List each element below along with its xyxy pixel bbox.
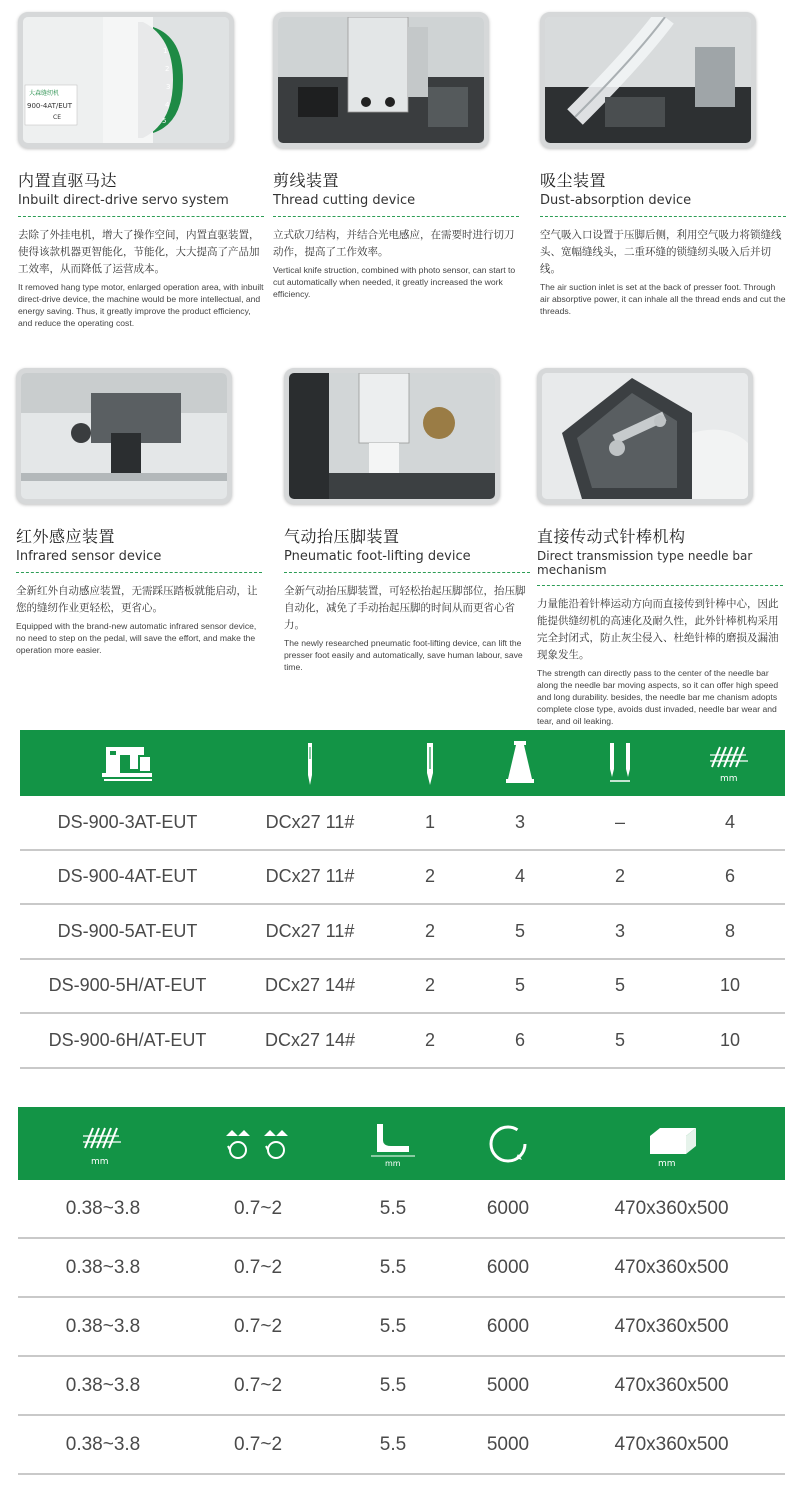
- feature-title-cn: 剪线装置: [273, 171, 340, 190]
- thread-cutting-image: [278, 17, 484, 143]
- table-cell: 470x360x500: [614, 1433, 729, 1455]
- max-speed-icon: [458, 1107, 558, 1180]
- servo-motor-photo: [18, 12, 234, 148]
- table-cell: DS-900-5H/AT-EUT: [48, 975, 207, 996]
- table-cell: 6000: [486, 1315, 530, 1337]
- unit-mm: mm: [720, 774, 738, 784]
- table-cell: 0.38~3.8: [65, 1197, 141, 1219]
- table-row: [18, 1416, 785, 1475]
- feature-thread-cutting: [273, 12, 519, 300]
- table-cell: 0.7~2: [233, 1315, 283, 1337]
- dust-absorption-photo: [540, 12, 756, 148]
- table-cell: 2: [424, 866, 435, 887]
- feature-title-cn: 内置直驱马达: [18, 171, 118, 190]
- table-cell: 5.5: [379, 1374, 407, 1396]
- table-cell: 5: [614, 1029, 625, 1050]
- table-row: [20, 851, 785, 906]
- table-cell: 3: [514, 811, 525, 832]
- table-cell: DS-900-5AT-EUT: [57, 920, 198, 941]
- dial-mark-1: 1: [163, 47, 168, 55]
- package-size-icon: [558, 1107, 785, 1180]
- table-cell: 10: [719, 1029, 741, 1050]
- feature-desc-en: Equipped with the brand-new automatic infrared sensor device, no need to step on the pedal, will save the effort, and make the operation more easier.: [16, 621, 257, 655]
- table-cell: 0.38~3.8: [65, 1374, 141, 1396]
- table-cell: 4: [724, 811, 735, 832]
- table-cell: 0.38~3.8: [65, 1256, 141, 1278]
- table-cell: 470x360x500: [614, 1315, 729, 1337]
- spec-table-1-header: [20, 730, 785, 796]
- table-cell: 6000: [486, 1256, 530, 1278]
- table-cell: DCx27 11#: [265, 811, 355, 832]
- needle-count-icon: [385, 730, 475, 796]
- infrared-sensor-image: [21, 373, 227, 499]
- table-cell: 6000: [486, 1197, 530, 1219]
- dial-mark-4: 4: [165, 101, 170, 109]
- label-brand: 大森缝纫机: [29, 90, 60, 97]
- unit-mm: mm: [657, 1158, 676, 1168]
- feature-servo-motor: [18, 12, 264, 329]
- table-cell: 2: [614, 866, 625, 887]
- stitch-length-icon: [18, 1107, 188, 1180]
- dial-mark-2: 2: [165, 65, 170, 73]
- table-cell: 5: [614, 975, 625, 996]
- spec-table-1-body: [20, 796, 785, 1069]
- feature-desc-cn: 立式砍刀结构，并结合光电感应，在需要时进行切刀动作，提高了工作效率。: [273, 229, 515, 258]
- feature-desc-cn: 去除了外挂电机，增大了操作空间，内置直驱装置，使得该款机器更智能化，节能化，大大提高了产品加工效率，从而降低了运营成本。: [18, 229, 260, 275]
- table-cell: DCx27 11#: [265, 920, 355, 941]
- dashed-divider: [537, 585, 783, 586]
- table-row: [20, 796, 785, 851]
- table-row: [18, 1239, 785, 1298]
- dust-absorption-image: [545, 17, 751, 143]
- feature-title-en: Thread cutting device: [273, 193, 416, 208]
- feature-title-en: Inbuilt direct-drive servo system: [18, 193, 229, 208]
- feature-desc-cn: 空气吸入口设置于压脚后侧，利用空气吸力将锁缝线头、宽幅缝线头，二重环缝的锁缝纫头吸入后并切线。: [540, 229, 782, 275]
- table-cell: DS-900-3AT-EUT: [57, 811, 198, 832]
- feature-dust-absorption: [540, 12, 786, 317]
- feature-desc-cn: 全新气动抬压脚装置，可轻松抬起压脚部位，抬压脚自动化，减免了手动抬起压脚的时间从而更省心省力。: [284, 585, 526, 631]
- table-cell: 5000: [486, 1433, 530, 1455]
- table-cell: DS-900-4AT-EUT: [57, 866, 198, 887]
- table-cell: 0.38~3.8: [65, 1315, 141, 1337]
- table-cell: 5.5: [379, 1433, 407, 1455]
- feature-title-en: Infrared sensor device: [16, 549, 162, 564]
- feature-title-cn: 直接传动式针棒机构: [537, 527, 686, 546]
- table-cell: 470x360x500: [614, 1256, 729, 1278]
- infrared-sensor-photo: [16, 368, 232, 504]
- table-row: [20, 905, 785, 960]
- feature-desc-en: The strength can directly pass to the center of the needle bar along the needle bar moving aspects, so it can offer high speed and long durability. besides, the needle bar me chanism adopts complete close type, avoids dust invaded, needle bar wear and tear, and oil leaking.: [537, 668, 779, 726]
- table-cell: –: [614, 811, 625, 832]
- spec-table-2-body: [18, 1180, 785, 1475]
- needle-bar-image: [542, 373, 748, 499]
- machine-model-icon: [20, 730, 235, 796]
- feature-desc-cn: 全新红外自动感应装置，无需踩压踏板就能启动，让您的缝纫作业更轻松，更省心。: [16, 585, 258, 614]
- feature-title-cn: 吸尘装置: [540, 171, 607, 190]
- table-cell: 10: [719, 975, 741, 996]
- label-model: 900-4AT/EUT: [27, 102, 73, 110]
- feature-desc-en: Vertical knife struction, combined with photo sensor, can start to cut automatically when needed, it greatly increased the work efficiency.: [273, 265, 516, 299]
- feature-title-cn: 红外感应装置: [16, 527, 116, 546]
- feature-infrared-sensor: [16, 368, 262, 656]
- table-cell: 8: [724, 920, 735, 941]
- table-cell: 1: [424, 811, 435, 832]
- servo-motor-image: [23, 17, 229, 143]
- table-row: [18, 1357, 785, 1416]
- feature-pneumatic-foot-lifting: [284, 368, 530, 673]
- dashed-divider: [16, 572, 262, 573]
- table-row: [18, 1180, 785, 1239]
- table-row: [20, 960, 785, 1015]
- dashed-divider: [273, 216, 519, 217]
- table-cell: 0.7~2: [233, 1433, 283, 1455]
- table-cell: 5.5: [379, 1315, 407, 1337]
- table-cell: DCx27 11#: [265, 866, 355, 887]
- table-cell: 5.5: [379, 1197, 407, 1219]
- table-cell: 470x360x500: [614, 1374, 729, 1396]
- table-cell: 6: [514, 1029, 525, 1050]
- table-cell: 0.38~3.8: [65, 1433, 141, 1455]
- differential-feed-icon: [188, 1107, 328, 1180]
- table-cell: DCx27 14#: [264, 975, 356, 996]
- table-cell: 0.7~2: [233, 1197, 283, 1219]
- thread-count-icon: [475, 730, 565, 796]
- needle-gauge-icon: [565, 730, 675, 796]
- feature-desc-cn: 力量能沿着针棒运动方向而直接传到针棒中心，因此能提供缝纫机的高速化及耐久性，此外针棒机构采用完全封闭式，防止灰尘侵入、杜绝针棒的磨损及漏油现象发生。: [537, 598, 779, 661]
- table-cell: DS-900-6H/AT-EUT: [48, 1029, 207, 1050]
- dial-mark-5: 5: [162, 117, 167, 125]
- pneumatic-foot-image: [289, 373, 495, 499]
- needle-type-icon: [235, 730, 385, 796]
- table-cell: 470x360x500: [614, 1197, 729, 1219]
- thread-cutting-photo: [273, 12, 489, 148]
- pneumatic-foot-photo: [284, 368, 500, 504]
- table-cell: 5: [514, 975, 525, 996]
- feature-needle-bar-mechanism: [537, 368, 800, 727]
- feature-desc-en: The air suction inlet is set at the back of presser foot. Through air absorptive power, it can inhale all the thread ends and cut the threads.: [540, 282, 786, 316]
- table-cell: 3: [614, 920, 625, 941]
- feature-desc-en: The newly researched pneumatic foot-lifting device, can lift the presser foot easily and automatically, save human labour, save time.: [284, 638, 523, 672]
- unit-mm: mm: [91, 1156, 109, 1167]
- spec-table-2-header: [18, 1107, 785, 1180]
- table-cell: 5.5: [379, 1256, 407, 1278]
- table-cell: 0.7~2: [233, 1256, 283, 1278]
- unit-mm: mm: [385, 1158, 401, 1168]
- table-row: [20, 1014, 785, 1069]
- spec-table-models: [20, 730, 785, 1069]
- label-ce: CE: [53, 114, 61, 121]
- needle-bar-photo: [537, 368, 753, 504]
- table-cell: 0.7~2: [233, 1374, 283, 1396]
- presser-foot-lift-icon: [328, 1107, 458, 1180]
- dashed-divider: [18, 216, 264, 217]
- dial-mark-3: 3: [166, 83, 171, 91]
- table-cell: DCx27 14#: [264, 1029, 356, 1050]
- table-row: [18, 1298, 785, 1357]
- table-cell: 5: [514, 920, 525, 941]
- feature-title-cn: 气动抬压脚装置: [284, 527, 400, 546]
- table-cell: 6: [724, 866, 735, 887]
- feature-desc-en: It removed hang type motor, enlarged operation area, with inbuilt direct-drive device, the machine would be more intellectual, and energy saving. Thus, it greatly improve the product efficiency, and reduce the operating cost.: [18, 282, 264, 328]
- dashed-divider: [540, 216, 786, 217]
- overedge-width-icon: [675, 730, 785, 796]
- table-cell: 4: [514, 866, 525, 887]
- dashed-divider: [284, 572, 530, 573]
- feature-title-en: Direct transmission type needle bar mechanism: [537, 549, 753, 577]
- spec-table-parameters: [18, 1107, 785, 1475]
- table-cell: 2: [424, 975, 435, 996]
- table-cell: 2: [424, 1029, 435, 1050]
- feature-title-en: Pneumatic foot-lifting device: [284, 549, 471, 564]
- table-cell: 5000: [486, 1374, 530, 1396]
- feature-title-en: Dust-absorption device: [540, 193, 692, 208]
- table-cell: 2: [424, 920, 435, 941]
